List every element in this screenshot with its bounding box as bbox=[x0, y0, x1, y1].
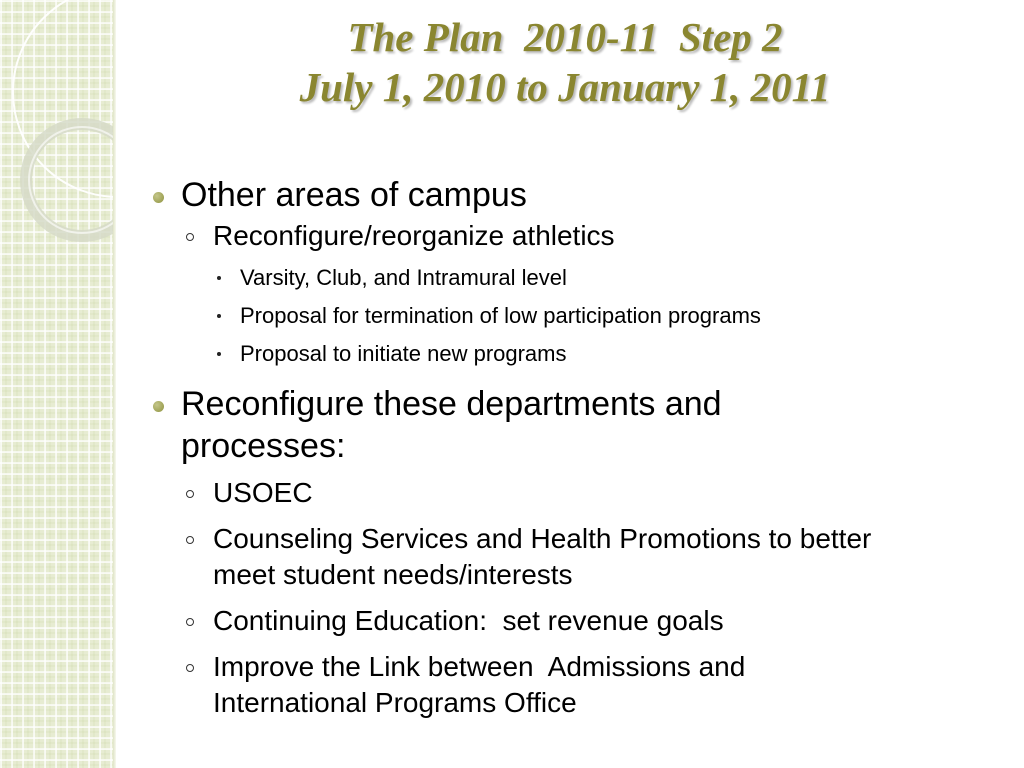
bullet-text: Varsity, Club, and Intramural level bbox=[240, 265, 567, 290]
side-panel-edge bbox=[113, 0, 116, 768]
slide-title-line-2: July 1, 2010 to January 1, 2011 bbox=[299, 64, 831, 110]
bullet-text: Reconfigure these departments and processes: bbox=[181, 385, 732, 465]
bullet-ring-icon bbox=[186, 490, 194, 498]
bullet-text: USOEC bbox=[213, 477, 313, 508]
slide-title-line-1: The Plan 2010-11 Step 2 bbox=[347, 14, 783, 60]
bullet-level1-item bbox=[150, 383, 1010, 467]
slide-title bbox=[130, 12, 1000, 112]
bullet-dot-icon bbox=[153, 192, 164, 203]
bullet-level2-item bbox=[150, 521, 1010, 593]
bullet-text: Improve the Link between Admissions and International Programs Office bbox=[213, 651, 754, 718]
bullet-level3-item bbox=[150, 302, 1010, 330]
bullet-small-dot-icon bbox=[217, 352, 221, 356]
decorative-side-panel bbox=[0, 0, 113, 768]
bullet-ring-icon bbox=[186, 618, 194, 626]
bullet-dot-icon bbox=[153, 401, 164, 412]
bullet-small-dot-icon bbox=[217, 314, 221, 318]
bullet-text: Proposal for termination of low participation programs bbox=[240, 303, 761, 328]
bullet-level1-item bbox=[150, 174, 1010, 216]
bullet-text: Counseling Services and Health Promotions to better meet student needs/interests bbox=[213, 523, 880, 590]
bullet-level3-item bbox=[150, 340, 1010, 368]
bullet-text: Continuing Education: set revenue goals bbox=[213, 605, 724, 636]
bullet-text: Reconfigure/reorganize athletics bbox=[213, 220, 615, 251]
bullet-level2-item bbox=[150, 603, 1010, 639]
bullet-text: Proposal to initiate new programs bbox=[240, 341, 567, 366]
bullet-level2-item bbox=[150, 475, 1010, 511]
bullet-level3-item bbox=[150, 264, 1010, 292]
bullet-ring-icon bbox=[186, 233, 194, 241]
bullet-ring-icon bbox=[186, 664, 194, 672]
bullet-small-dot-icon bbox=[217, 276, 221, 280]
bullet-text: Other areas of campus bbox=[181, 176, 527, 214]
bullet-level2-item bbox=[150, 649, 1010, 721]
bullet-level2-item bbox=[150, 218, 1010, 254]
bullet-ring-icon bbox=[186, 536, 194, 544]
slide-content bbox=[150, 174, 1010, 721]
